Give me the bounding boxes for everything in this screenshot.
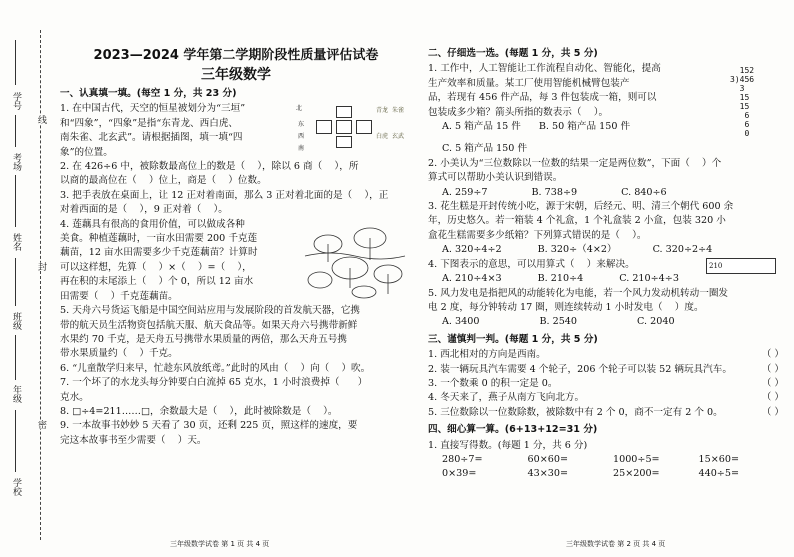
judge-answer-blank[interactable]: （ ） <box>761 349 784 361</box>
choice-2: 2. 小美认为“三位数除以一位数的结果一定是两位数”，下面（ ）个 算式可以帮助小美认识到错误。 <box>428 157 722 184</box>
judge-item <box>428 406 784 420</box>
choice-4-option-b[interactable]: B. 210÷4 <box>537 273 584 285</box>
judge-answer-blank[interactable]: （ ） <box>761 392 784 404</box>
answer-box-east[interactable] <box>356 120 372 134</box>
judge-answer-blank[interactable]: （ ） <box>761 406 784 418</box>
choice-5: 5. 风力发电是指把风的动能转化为电能，若一个风力发动机转动一圈发 电 2 度，每分钟转动 17 圈，则连续转动 1 小时发电（ ）度。 <box>428 287 729 313</box>
answer-box-west[interactable] <box>316 120 332 134</box>
section-4-heading: 四、细心算一算。(6+13+12=31 分) <box>428 424 598 436</box>
choice-2-options <box>428 186 784 200</box>
choice-3-options <box>428 243 784 257</box>
judge-text: 3. 一个数乘 0 的积一定是 0。 <box>428 377 558 389</box>
choice-3-option-c[interactable]: C. 320÷2÷4 <box>652 244 713 256</box>
division-row: 15 <box>730 93 755 102</box>
calc-subheading: 1. 直接写得数。(每题 1 分，共 6 分) <box>428 439 588 451</box>
calc-item[interactable]: 60×60= <box>527 453 568 465</box>
long-division-figure <box>730 66 778 138</box>
judge-answer-blank[interactable]: （ ） <box>761 377 784 389</box>
question-3: 3. 把手表放在桌面上，让 12 正对着南面，那么 3 正对着北面的是（ ），正 对着西面的是（ ），9 正对着（ ）。 <box>60 189 389 216</box>
division-row: 6 <box>730 120 755 129</box>
choice-5-option-b[interactable]: B. 2540 <box>539 316 578 328</box>
mental-math-grid <box>428 453 784 482</box>
choice-3-option-b[interactable]: B. 320÷（4×2） <box>537 244 617 256</box>
choice-2-option-b[interactable]: B. 738÷9 <box>531 186 578 198</box>
division-row: 15 <box>730 102 755 111</box>
division-row: 3 <box>730 84 755 93</box>
division-row: 152 <box>730 66 755 75</box>
choice-5-option-c[interactable]: C. 2040 <box>637 316 675 328</box>
label-grade: 年级 <box>11 385 21 403</box>
exam-subtitle: 三年级数学 <box>201 67 271 83</box>
seal-word-line: 线 <box>36 115 46 124</box>
question-7: 7. 一个坏了的水龙头每分钟要白白流掉 65 克水，1 小时浪费掉（ ） 克水。 <box>60 377 368 403</box>
choice-1: 1. 工作中，人工智能让工作流程自动化、智能化，提高 生产效率和质量。某工厂使用智能机械臂包装产 品，若现有 456 件产品，每 3 件包装成一箱，则可以 包装成多少箱？箭头所指的数表示（ ）。 <box>428 63 661 118</box>
name-write-line[interactable] <box>15 175 16 227</box>
page-1 <box>60 0 412 557</box>
question-4: 4. 莲藕具有很高的食用价值，可以做成各种 美食。种植莲藕时，一亩水田需要 200 千克莲 藕苗，12 亩水田需要多少千克莲藕苗？计算时 可以这样想，先算（ ）×（ ）=（ ）， 再在积的末尾添上（ ）个 0，所以 12 亩水 田需要（ ）千克莲藕苗。 <box>60 218 258 302</box>
calc-item[interactable]: 25×200= <box>613 468 660 480</box>
question-8: 8. □÷4=211……□，余数最大是（ ），此时被除数是（ ）。 <box>60 405 338 417</box>
question-2: 2. 在 426÷6 中，被除数最高位上的数是（ ），除以 6 商（ ），所 以商的最高位在（ ）位上，商是（ ）位数。 <box>60 161 359 187</box>
seal-word-secret: 密 <box>36 420 46 429</box>
class-write-line[interactable] <box>15 258 16 306</box>
division-row: 6 <box>730 111 755 120</box>
choice-2-option-a[interactable]: A. 259÷7 <box>442 186 488 198</box>
judge-answer-blank[interactable]: （ ） <box>761 363 784 375</box>
question-6: 6. “儿童散学归来早，忙趁东风放纸鸢。”此时的风由（ ）向（ ）吹。 <box>60 362 371 374</box>
page-1-footer: 三年级数学试卷 第 1 页 共 4 页 <box>170 539 270 548</box>
choice-4-option-c[interactable]: C. 210÷4÷3 <box>619 273 679 285</box>
label-school: 学校 <box>11 478 21 496</box>
white-tiger-figure: 白虎 <box>376 133 389 141</box>
choice-2-option-c[interactable]: C. 840÷6 <box>621 186 667 198</box>
judge-text: 4. 冬天来了，燕子从南方飞向北方。 <box>428 392 585 404</box>
room-write-line[interactable] <box>15 115 16 147</box>
section-3-heading: 三、谨慎判一判。(每题 1 分，共 5 分) <box>428 333 598 345</box>
question-1: 1. 在中国古代，天空的恒星被划分为“三垣” 和“四象”，“四象”是指“东青龙、西白虎、 南朱雀、北玄武”。请根据插图，填一填“四 象”的位置。 <box>60 103 246 158</box>
judge-item <box>428 348 784 362</box>
choice-4-options <box>428 272 784 286</box>
choice-1-options <box>428 120 732 157</box>
judge-text: 2. 装一辆玩具汽车需要 4 个轮子，206 个轮子可以装 52 辆玩具汽车。 <box>428 363 732 375</box>
label-name: 姓名 <box>11 233 21 251</box>
section-1-heading: 一、认真填一填。(每空 1 分，共 23 分) <box>60 88 237 99</box>
calc-item[interactable]: 43×30= <box>527 468 568 480</box>
label-student-id: 学号 <box>11 92 21 110</box>
page-2 <box>428 0 784 557</box>
choice-1-option-a[interactable]: A. 5 箱产品 15 件 <box>442 121 521 133</box>
judge-text: 5. 三位数除以一位数除数，被除数中有 2 个 0，商不一定有 2 个 0。 <box>428 406 723 418</box>
choice-1-option-b[interactable]: B. 50 箱产品 150 件 <box>538 121 631 133</box>
answer-box-north[interactable] <box>336 106 352 118</box>
judge-item <box>428 377 784 391</box>
choice-5-options <box>428 315 784 329</box>
division-row: 0 <box>730 129 755 138</box>
answer-box-south[interactable] <box>336 136 352 148</box>
judge-item <box>428 391 784 405</box>
compass-east: 东 <box>298 121 305 129</box>
compass-south: 南 <box>298 145 305 153</box>
calc-item[interactable]: 15×60= <box>698 453 739 465</box>
division-row: 3)456 <box>730 75 755 84</box>
choice-4: 4. 下图表示的意思，可以用算式（ ）来解决。 <box>428 258 635 270</box>
compass-north: 北 <box>296 105 303 113</box>
choice-3: 3. 花生糕是开封传统小吃，源于宋朝，后经元、明、清三个朝代 600 余 年，历史悠久。若一箱装 4 个礼盒，1 个礼盒装 2 小盒，包装 320 小 盒花生糕需要多少纸箱？下列算式错误的是（ ）。 <box>428 201 734 241</box>
azure-dragon-figure: 青龙 <box>376 107 389 115</box>
page-2-footer: 三年级数学试卷 第 2 页 共 4 页 <box>566 539 666 548</box>
question-5: 5. 天舟六号货运飞船是中国空间站应用与发展阶段的首发航天器，它携 带的航天员生活物资包括航天服、航天食品等。如果天舟六号携带新鲜 水果约 70 千克，是天舟五号携带水果质量的两倍，那么天舟五号携 带水果质量约（ ）千克。 <box>60 305 361 360</box>
lotus-root-illustration <box>300 222 408 302</box>
answer-box-center <box>336 120 352 134</box>
label-exam-room: 考场 <box>11 153 21 171</box>
choice-1-option-c[interactable]: C. 5 箱产品 150 件 <box>442 143 528 155</box>
vermilion-bird-figure: 朱雀 <box>392 107 405 115</box>
calc-item[interactable]: 440÷5= <box>698 468 739 480</box>
exam-title: 2023—2024 学年第二学期阶段性质量评估试卷 <box>93 48 379 63</box>
seal-word-seal: 封 <box>36 262 46 271</box>
judge-text: 1. 西北相对的方向是西南。 <box>428 349 546 361</box>
choice-4-option-a[interactable]: A. 210÷4×3 <box>442 273 502 285</box>
choice-3-option-a[interactable]: A. 320÷4÷2 <box>442 244 502 256</box>
binding-strip <box>0 0 60 557</box>
compass-west: 西 <box>298 133 305 141</box>
calc-item[interactable]: 1000÷5= <box>613 453 660 465</box>
choice-5-option-a[interactable]: A. 3400 <box>442 316 480 328</box>
black-tortoise-figure: 玄武 <box>392 133 405 141</box>
question-9: 9. 一本故事书妙妙 5 天看了 30 页，还剩 225 页，照这样的速度，要 完这本故事书至少需要（ ）天。 <box>60 420 358 446</box>
seal-dashed-line <box>40 30 41 540</box>
section-2-heading: 二、仔细选一选。(每题 1 分，共 5 分) <box>428 48 598 59</box>
grade-write-line[interactable] <box>15 335 16 380</box>
id-write-line[interactable] <box>15 40 16 85</box>
bar-model-total: 210 <box>709 261 723 270</box>
bar-model-figure <box>706 258 776 274</box>
school-write-line[interactable] <box>15 410 16 472</box>
four-symbols-diagram <box>296 100 406 158</box>
judge-item <box>428 363 784 377</box>
calc-item[interactable]: 0×39= <box>442 468 477 480</box>
calc-item[interactable]: 280÷7= <box>442 453 483 465</box>
label-class: 班级 <box>11 312 21 330</box>
